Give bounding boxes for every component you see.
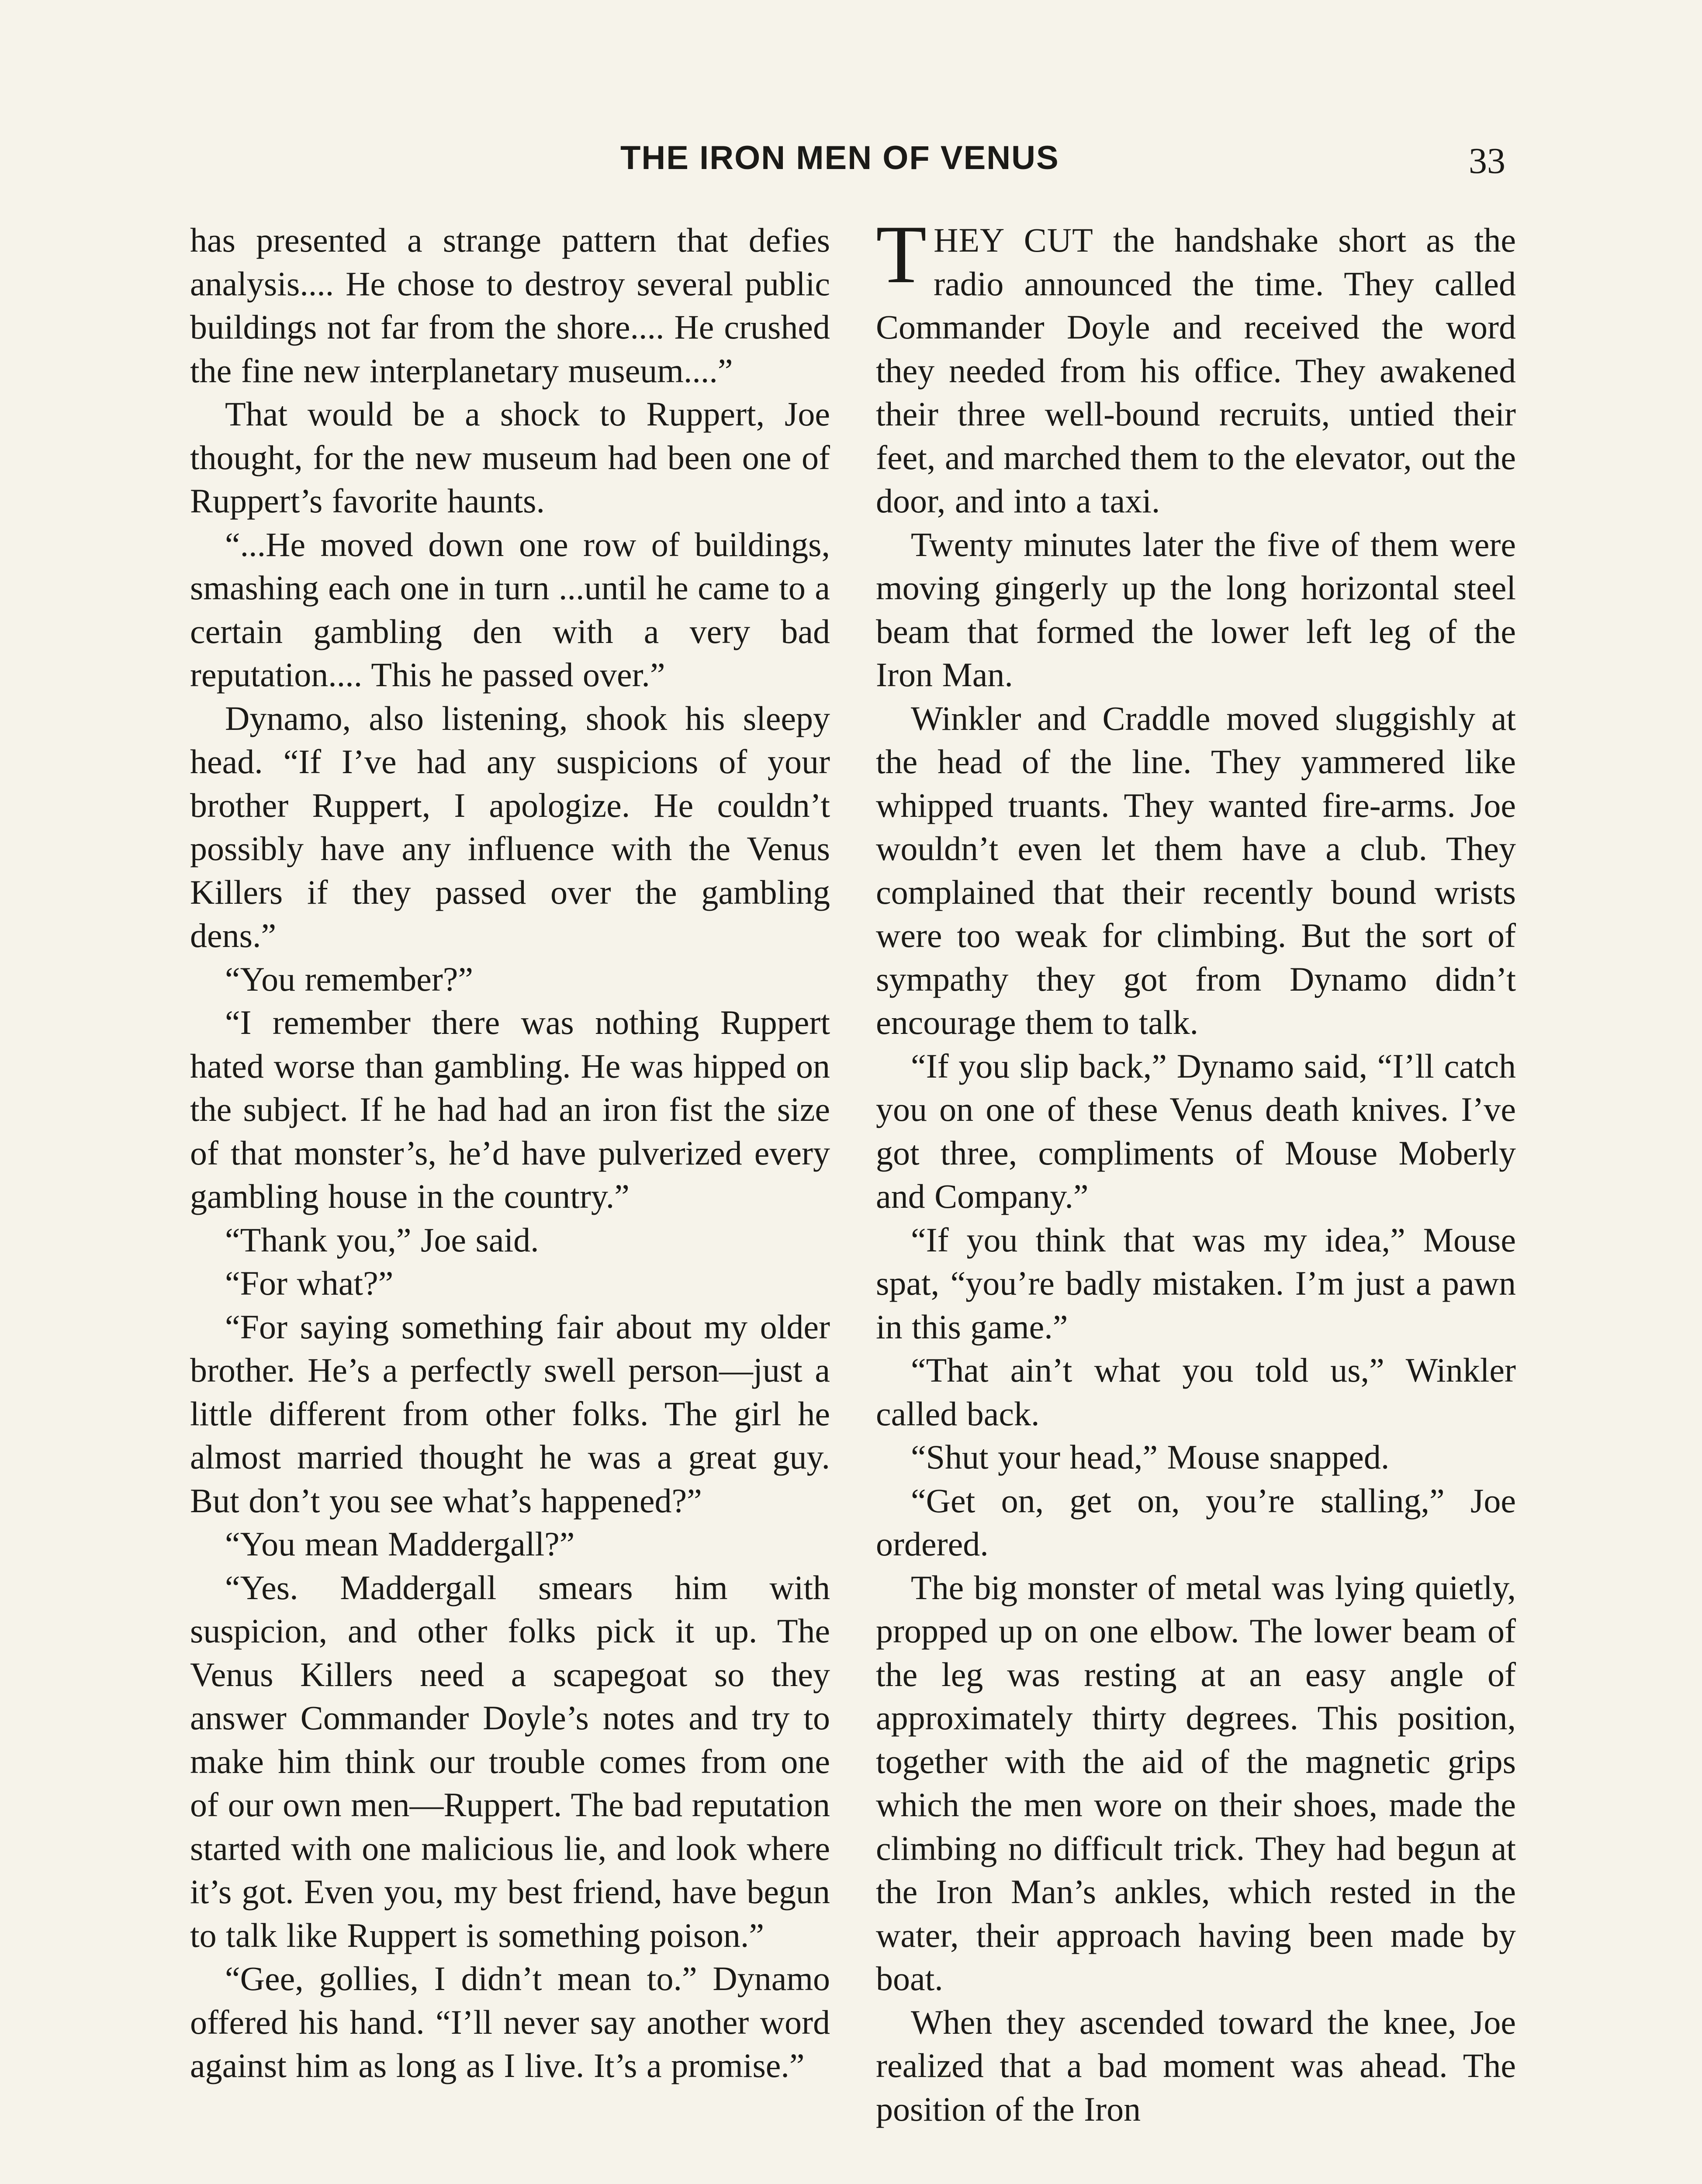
paragraph-text: the handshake short as the radio announced the time. They called Commander Doyle and received the word they needed from his office. They awakened their three well-bound recruits, untied their feet, and marched them to the elevator, out the door, and into a taxi. [876, 221, 1516, 520]
opening-paragraph [876, 209, 1516, 523]
paragraph: The big monster of metal was lying quietly, propped up on one elbow. The lower beam of the leg was resting at an easy angle of approximately thirty degrees. This position, together with the aid of the magnetic grips which the men wore on their shoes, made the climbing no difficult trick. They had begun at the Iron Man’s ankles, which rested in the water, their approach having been made by boat. [876, 1568, 1516, 1997]
paragraph: Winkler and Craddle moved sluggishly at the head of the line. They yammered like whipped truants. They wanted fire-arms. Joe wouldn’t even let them have a club. They complained that their recently bound wrists were too weak for climbing. But the sort of sympathy they got from Dynamo didn’t encourage them to talk. [876, 699, 1516, 1041]
paragraph: “If you think that was my idea,” Mouse spat, “you’re badly mistaken. I’m just a pawn in this game.” [876, 1220, 1516, 1346]
page-number: 33 [1469, 141, 1505, 181]
paragraph: “Get on, get on, you’re stalling,” Joe ordered. [876, 1481, 1516, 1563]
paragraph: “For what?” [225, 1264, 394, 1302]
paragraph: “You mean Maddergall?” [225, 1525, 575, 1563]
paragraph: “Thank you,” Joe said. [225, 1220, 539, 1259]
paragraph: “Yes. Maddergall smears him with suspicion, and other folks pick it up. The Venus Killers need a scapegoat so they answer Commander Doyle’s notes and try to make him think our trouble comes from one of our own men—Ruppert. The bad reputation started with one malicious lie, and look where it’s got. Even you, my best friend, have begun to talk like Ruppert is something poison.” [190, 1568, 830, 1954]
running-title: THE IRON MEN OF VENUS [620, 139, 1059, 176]
paragraph: “If you slip back,” Dynamo said, “I’ll catch you on one of these Venus death knives. I’ve got three, compliments of Mouse Moberly and Company.” [876, 1047, 1516, 1215]
paragraph: “You remember?” [225, 960, 474, 998]
paragraph: Twenty minutes later the five of them were moving gingerly up the long horizontal steel beam that formed the lower left leg of the Iron Man. [876, 525, 1516, 694]
paragraph: “Gee, gollies, I didn’t mean to.” Dynamo offered his hand. “I’ll never say another word against him as long as I live. It’s a promise.” [190, 1959, 830, 2084]
paragraph: “For saying something fair about my older brother. He’s a perfectly swell person—just a little different from other folks. The girl he almost married thought he was a great guy. But don’t you see what’s happened?” [190, 1307, 830, 1520]
paragraph: has presented a strange pattern that defies analysis.... He chose to destroy several public buildings not far from the shore.... He crushed the fine new interplanetary museum....” [190, 221, 830, 390]
paragraph: That would be a shock to Ruppert, Joe thought, for the new museum had been one of Ruppert’s favorite haunts. [190, 395, 830, 520]
drop-cap: T [876, 209, 927, 301]
lead-in: HEY CUT [934, 221, 1093, 259]
paragraph: When they ascended toward the knee, Joe realized that a bad moment was ahead. The position of the Iron [876, 2003, 1516, 2128]
paragraph: “I remember there was nothing Ruppert hated worse than gambling. He was hipped on the subject. If he had had an iron fist the size of that monster’s, he’d have pulverized every gambling house in the country.” [190, 1003, 830, 1215]
paragraph: “...He moved down one row of buildings, smashing each one in turn ...until he came to a certain gambling den with a very bad reputation.... This he passed over.” [190, 525, 830, 694]
left-text-column [190, 218, 830, 2087]
right-text-column [876, 209, 1516, 2131]
paragraph: Dynamo, also listening, shook his sleepy head. “If I’ve had any suspicions of your brother Ruppert, I apologize. He couldn’t possibly have any influence with the Venus Killers if they passed over the gambling dens.” [190, 699, 830, 954]
paragraph: “Shut your head,” Mouse snapped. [911, 1438, 1390, 1476]
paragraph: “That ain’t what you told us,” Winkler called back. [876, 1351, 1516, 1433]
